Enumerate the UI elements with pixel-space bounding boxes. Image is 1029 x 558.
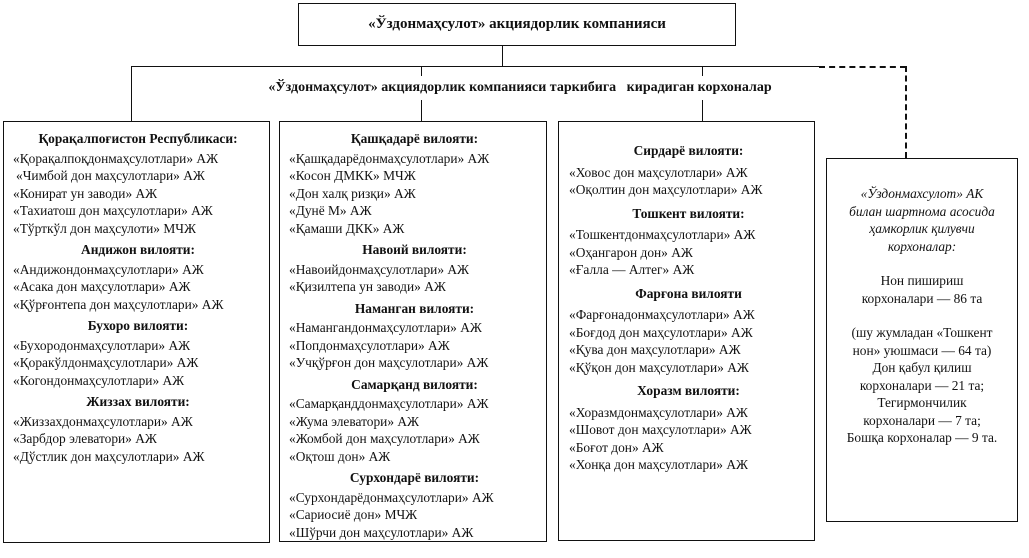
enterprise-item: «Андижондонмаҳсулотлари» АЖ — [13, 261, 204, 277]
enterprise-item: «Асака дон маҳсулотлари» АЖ — [13, 279, 191, 294]
enterprise-item: «Хонқа дон маҳсулотлари» АЖ — [569, 457, 749, 472]
region-title: Фарғона вилояти — [635, 285, 742, 301]
region-title: Қашқадарё вилояти: — [350, 131, 479, 146]
enterprise-item: «Дўстлик дон маҳсулотлари» АЖ — [13, 448, 205, 464]
enterprise-item: «Сариосиё дон» МЧЖ — [289, 507, 418, 522]
enterprise-item: «Бухородонмаҳсулотлари» АЖ — [13, 337, 191, 353]
enterprise-item: «Учқўрғон дон маҳсулотлари» АЖ — [289, 355, 489, 370]
enterprise-item: «Навоийдонмаҳсулотлари» АЖ — [289, 261, 470, 277]
region-column-1 — [3, 121, 270, 543]
partner-stat-line: (шу жумладан «Тошкент — [851, 325, 993, 340]
partner-stat-line: Тегирмончилик — [877, 395, 967, 410]
partner-title-line: ҳамкорлик қилувчи — [869, 221, 975, 236]
enterprise-item: «Зарбдор элеватори» АЖ — [13, 431, 157, 446]
region-title: Жиззах вилояти: — [86, 394, 190, 409]
region-title: Хоразм вилояти: — [637, 383, 740, 398]
enterprise-item: «Чимбой дон маҳсулотлари» АЖ — [16, 168, 205, 183]
partner-title-line: билан шартнома асосида — [849, 203, 995, 219]
partner-title-line: «Ўздонмахсулот» АК — [860, 186, 984, 201]
enterprise-item: «Косон ДМКК» МЧЖ — [289, 168, 416, 183]
region-title: Андижон вилояти: — [81, 242, 195, 257]
enterprise-item: «Жума элеватори» АЖ — [289, 413, 420, 429]
enterprise-item: «Самарқанддонмаҳсулотлари» АЖ — [289, 396, 489, 411]
enterprise-item: «Ховос дон маҳсулотлари» АЖ — [569, 164, 748, 180]
enterprise-item: «Конират ун заводи» АЖ — [13, 185, 158, 201]
partner-title — [833, 185, 1011, 255]
subsidiaries-heading: «Ўздонмаҳсулот» акциядорлик компанияси таркибига кирадиган корхоналар — [268, 80, 772, 95]
region-title: Сирдарё вилояти: — [633, 143, 744, 158]
connector-partner-horizontal-dashed — [819, 66, 906, 68]
enterprise-item: «Дон халқ ризқи» АЖ — [289, 185, 416, 201]
enterprise-item: «Намангандонмаҳсулотлари» АЖ — [289, 320, 482, 335]
enterprise-item: «Жомбой дон маҳсулотлари» АЖ — [289, 431, 480, 446]
enterprise-item: «Сурхондарёдонмаҳсулотлари» АЖ — [289, 489, 494, 505]
enterprise-item: «Боғдод дон маҳсулотлари» АЖ — [569, 324, 753, 340]
partner-stat-line: нон» уюшмаси — 64 та) — [852, 342, 992, 358]
connector-partner-vertical-dashed — [905, 66, 907, 158]
company-title: «Ўздонмаҳсулот» акциядорлик компанияси — [368, 16, 666, 32]
region-title: Сурхондарё вилояти: — [349, 470, 480, 485]
enterprise-item: «Ғалла — Алтег» АЖ — [569, 262, 695, 277]
region-title: Тошкент вилояти: — [632, 205, 745, 221]
enterprise-item: «Хоразмдонмаҳсулотлари» АЖ — [569, 404, 748, 420]
enterprise-item: «Оқтош дон» АЖ — [289, 448, 391, 464]
partner-stats-bakeries — [833, 272, 1011, 307]
region-title: Бухоро вилояти: — [87, 318, 189, 333]
connector-top-down — [502, 46, 503, 66]
enterprise-item: «Қоракўлдонмаҳсулотлари» АЖ — [13, 355, 199, 370]
enterprise-item: «Оқолтин дон маҳсулотлари» АЖ — [569, 182, 763, 197]
connector-col2-tick — [421, 66, 422, 76]
enterprise-item: «Қўрғонтепа дон маҳсулотлари» АЖ — [13, 296, 224, 312]
partner-stat-line: Бошқа корхоналар — 9 та. — [846, 430, 998, 445]
partner-stat-line: корхоналари — 7 та; — [863, 412, 981, 428]
connector-col2 — [421, 100, 422, 121]
enterprise-item: «Тахиатош дон маҳсулотлари» АЖ — [13, 203, 213, 218]
partner-stat-line: корхоналари — 86 та — [861, 290, 983, 306]
enterprise-item: «Қашқадарёдонмаҳсулотлари» АЖ — [289, 150, 490, 166]
enterprise-item: «Қизилтепа ун заводи» АЖ — [289, 279, 446, 294]
enterprise-item: «Оҳангарон дон» АЖ — [569, 244, 693, 260]
enterprise-item: «Боғот дон» АЖ — [569, 439, 664, 455]
enterprise-item: «Тошкентдонмаҳсулотлари» АЖ — [569, 227, 756, 242]
enterprise-item: «Дунё М» АЖ — [289, 203, 372, 218]
region-title: Наманган вилояти: — [354, 300, 475, 316]
region-title: Қорақалпоғистон Республикаси: — [38, 131, 238, 146]
connector-main-horizontal — [131, 66, 819, 67]
partner-stat-line: корхоналари — 21 та; — [859, 377, 985, 393]
region-column-2 — [279, 121, 547, 542]
enterprise-item: «Фарғонадонмаҳсулотлари» АЖ — [569, 307, 755, 322]
enterprise-item: «Қорақалпоқдонмаҳсулотлари» АЖ — [13, 150, 219, 166]
enterprise-item: «Тўрткўл дон маҳсулоти» МЧЖ — [13, 220, 196, 236]
company-title-box — [298, 3, 736, 46]
connector-col3 — [702, 100, 703, 121]
connector-col1 — [131, 66, 132, 121]
region-title: Самарқанд вилояти: — [351, 376, 478, 392]
enterprise-item: «Қўқон дон маҳсулотлари» АЖ — [569, 359, 749, 375]
partner-title-line: корхоналар: — [887, 238, 957, 254]
enterprise-item: «Жиззахдонмаҳсулотлари» АЖ — [13, 413, 193, 429]
enterprise-item: «Попдонмаҳсулотлари» АЖ — [289, 337, 450, 353]
partner-stat-line: Дон қабул қилиш — [872, 360, 972, 375]
enterprise-item: «Когондонмаҳсулотлари» АЖ — [13, 372, 185, 388]
region-column-3 — [558, 121, 815, 541]
enterprise-item: «Қува дон маҳсулотлари» АЖ — [569, 342, 741, 357]
enterprise-item: «Шовот дон маҳсулотлари» АЖ — [569, 422, 752, 437]
enterprise-item: «Қамаши ДКК» АЖ — [289, 220, 405, 236]
partner-stat-line: Нон пишириш — [880, 273, 964, 288]
partner-stats-other — [833, 324, 1011, 447]
partner-enterprises-box — [826, 158, 1018, 522]
connector-col3-tick — [702, 66, 703, 76]
region-title: Навоий вилояти: — [362, 242, 467, 257]
enterprise-item: «Шўрчи дон маҳсулотлари» АЖ — [289, 524, 474, 540]
